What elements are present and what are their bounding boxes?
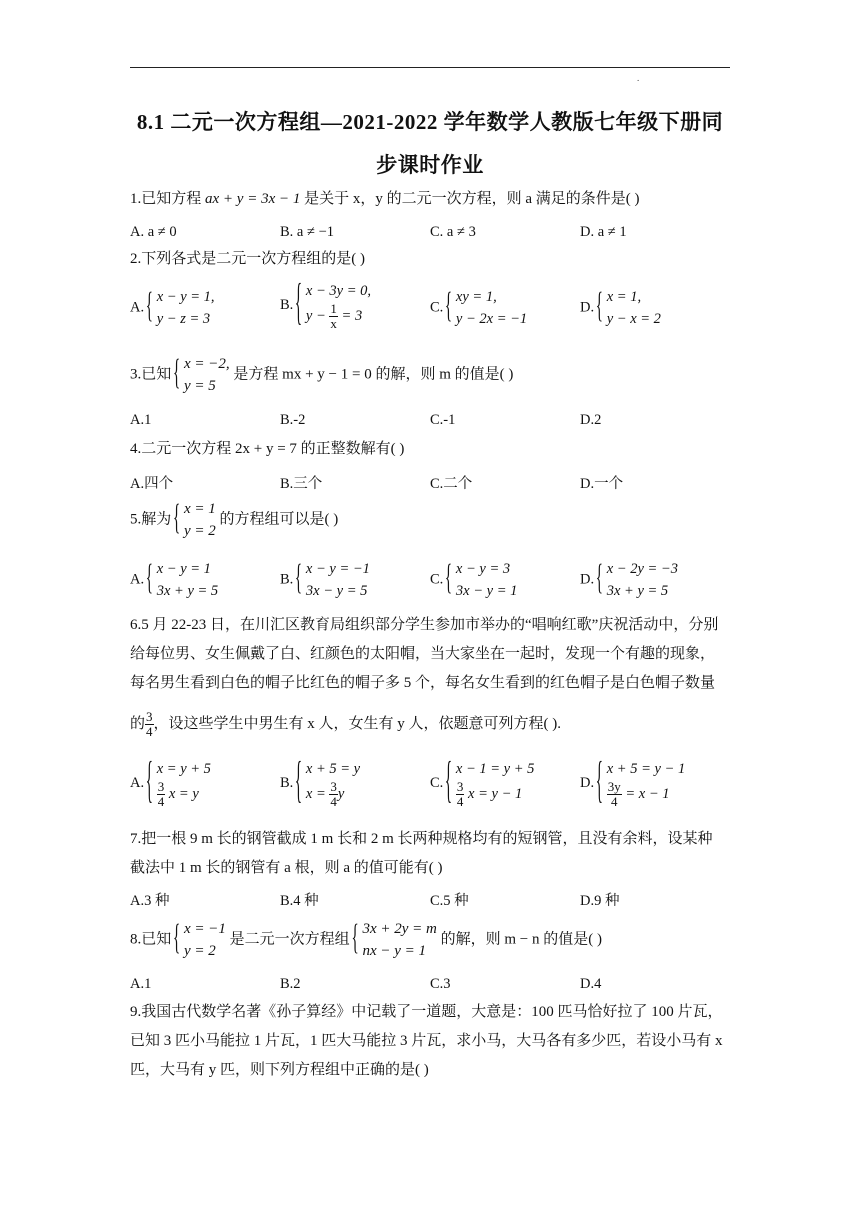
- q5-option-d[interactable]: D. { x − 2y = −3 3x + y = 5: [580, 558, 678, 602]
- q3-stem: 3.已知 { x = −2, y = 5 是方程 mx + y − 1 = 0 的解，则 m 的值是( ): [130, 353, 513, 397]
- q8-option-d[interactable]: D.4: [580, 976, 602, 992]
- q1-option-b[interactable]: B. a ≠ −1: [280, 224, 334, 240]
- q7-line2: 截法中 1 m 长的钢管有 a 根，则 a 的值可能有( ): [130, 860, 443, 876]
- q3-option-b[interactable]: B.-2: [280, 412, 306, 428]
- page-title-line1: 8.1 二元一次方程组—2021-2022 学年数学人教版七年级下册同: [136, 110, 724, 134]
- q8-option-b[interactable]: B.2: [280, 976, 301, 992]
- q7-line1: 7.把一根 9 m 长的钢管截成 1 m 长和 2 m 长两种规格均有的短钢管，且没有余料，设某种: [130, 831, 713, 847]
- q2-stem: 2.下列各式是二元一次方程组的是( ): [130, 251, 365, 267]
- q3-option-c[interactable]: C.-1: [430, 412, 456, 428]
- q4-option-b[interactable]: B.三个: [280, 476, 323, 492]
- q9-line2: 已知 3 匹小马能拉 1 片瓦，1 匹大马能拉 3 片瓦，求小马，大马各有多少匹，若设小马有 x: [130, 1033, 723, 1049]
- q3-option-d[interactable]: D.2: [580, 412, 602, 428]
- q7-option-d[interactable]: D.9 种: [580, 893, 620, 909]
- q4-option-d[interactable]: D.一个: [580, 476, 624, 492]
- q8-option-c[interactable]: C.3: [430, 976, 451, 992]
- q4-option-a[interactable]: A.四个: [130, 476, 174, 492]
- q4-stem: 4.二元一次方程 2x + y = 7 的正整数解有( ): [130, 441, 405, 457]
- q6-option-c[interactable]: C. { x − 1 = y + 5 $\frac{3}{4}$ x = y − 1: [430, 758, 534, 809]
- q6-option-b[interactable]: B. { x + 5 = y x = $\frac{3}{4}$ y: [280, 758, 360, 809]
- q1-option-a[interactable]: A. a ≠ 0: [130, 224, 177, 240]
- q6-line3: 每名男生看到白色的帽子比红色的帽子多 5 个，每名女生看到的红色帽子是白色帽子数量: [130, 675, 716, 691]
- q1-option-c[interactable]: C. a ≠ 3: [430, 224, 476, 240]
- q1-stem: 1.已知方程 ax + y = 3x − 1 是关于 x，y 的二元一次方程，则 a 满足的条件是( ): [130, 191, 640, 207]
- q5-stem: 5.解为 { x = 1 y = 2 的方程组可以是( ): [130, 498, 338, 542]
- q9-line3: 匹，大马有 y 匹，则下列方程组中正确的是( ): [130, 1062, 429, 1078]
- q6-line2: 给每位男、女生佩戴了白、红颜色的太阳帽，当大家坐在一起时，发现一个有趣的现象，: [130, 646, 716, 662]
- q5-option-b[interactable]: B. { x − y = −1 3x − y = 5: [280, 558, 370, 602]
- q6-line1: 6.5 月 22-23 日，在川汇区教育局组织部分学生参加市举办的“唱响红歌”庆祝活动中，分别: [130, 617, 719, 633]
- q6-option-d[interactable]: D. { x + 5 = y − 1 $\frac{3y}{4}$ = x − 1: [580, 758, 685, 809]
- header-dot: .: [637, 73, 640, 83]
- page-title-line2: 步课时作业: [376, 153, 484, 177]
- header-rule: [130, 67, 730, 68]
- q2-option-b[interactable]: B. { x − 3y = 0, y − $\frac{1}{x}$ = 3: [280, 280, 371, 331]
- q2-option-a[interactable]: A. { x − y = 1, y − z = 3: [130, 286, 215, 330]
- q2-option-c[interactable]: C. { xy = 1, y − 2x = −1: [430, 286, 527, 330]
- q5-option-a[interactable]: A. { x − y = 1 3x + y = 5: [130, 558, 218, 602]
- q4-option-c[interactable]: C.二个: [430, 476, 473, 492]
- q8-option-a[interactable]: A.1: [130, 976, 152, 992]
- q7-option-b[interactable]: B.4 种: [280, 893, 319, 909]
- q2-option-d[interactable]: D. { x = 1, y − x = 2: [580, 286, 661, 330]
- q3-option-a[interactable]: A.1: [130, 412, 152, 428]
- q5-option-c[interactable]: C. { x − y = 3 3x − y = 1: [430, 558, 517, 602]
- q6-option-a[interactable]: A. { x = y + 5 $\frac{3}{4}$ x = y: [130, 758, 211, 809]
- q1-option-d[interactable]: D. a ≠ 1: [580, 224, 627, 240]
- q8-stem: 8.已知 { x = −1 y = 2 是二元一次方程组 { 3x + 2y = m nx − y = 1 的解，则 m − n 的值是( ): [130, 918, 602, 962]
- q9-line1: 9.我国古代数学名著《孙子算经》中记载了一道题，大意是：100 匹马恰好拉了 100 片瓦，: [130, 1004, 723, 1020]
- q6-line4: 的 $\frac{3}{4}$ ，设这些学生中男生有 x 人，女生有 y 人，依题意可列方程( ).: [130, 709, 562, 739]
- q7-option-c[interactable]: C.5 种: [430, 893, 469, 909]
- q7-option-a[interactable]: A.3 种: [130, 893, 170, 909]
